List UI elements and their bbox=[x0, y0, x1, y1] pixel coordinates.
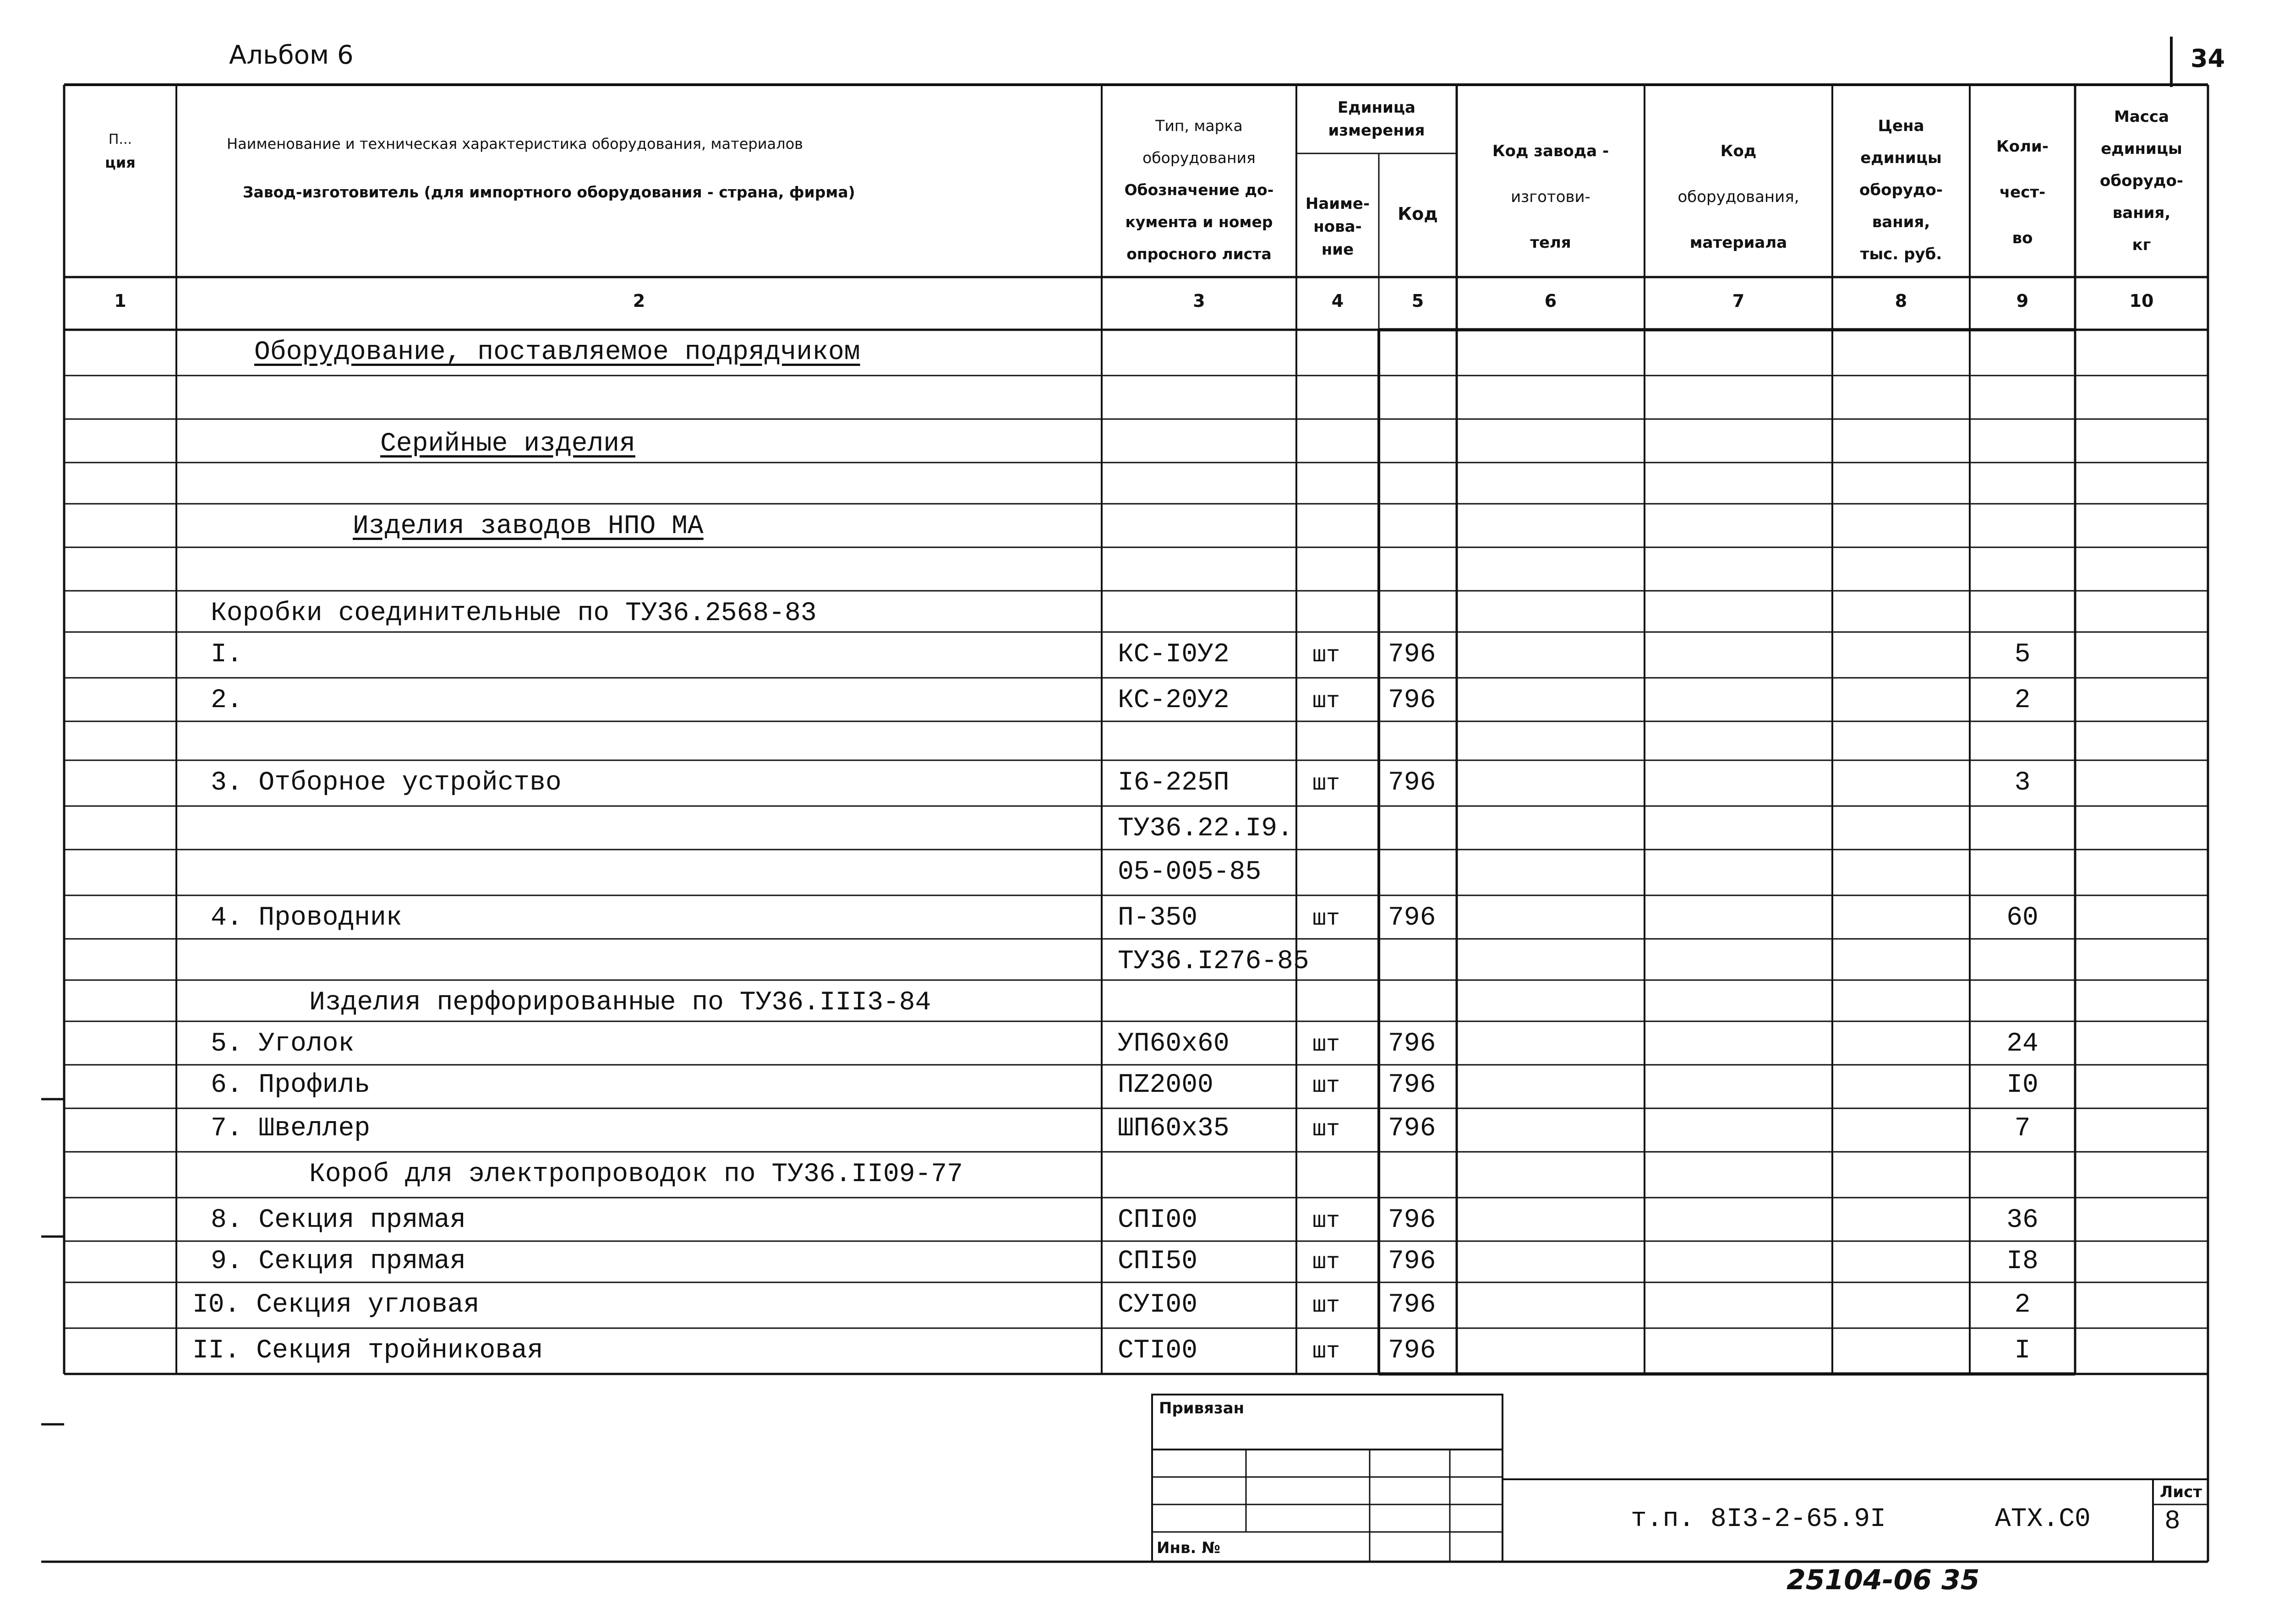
header-col6: Код завода - изготови- теля bbox=[1492, 142, 1609, 252]
row-name: 5. Уголок bbox=[211, 1029, 355, 1059]
col-number-2: 2 bbox=[633, 291, 645, 311]
row-unit: шт bbox=[1312, 1293, 1340, 1319]
row-code: 796 bbox=[1388, 1114, 1436, 1144]
header-col2-line2: Завод-изготовитель (для импортного оборудования - страна, фирма) bbox=[243, 183, 855, 201]
row-qty: 24 bbox=[2006, 1029, 2038, 1059]
row-unit: шт bbox=[1312, 1208, 1340, 1234]
row-name: 7. Швеллер bbox=[211, 1114, 371, 1144]
row-unit: шт bbox=[1312, 643, 1340, 669]
row-name: 3. Отборное устройство bbox=[211, 768, 562, 798]
page-number: 34 bbox=[2191, 44, 2225, 73]
stamp-bound-label: Привязан bbox=[1159, 1399, 1245, 1417]
row-type: ТУ36.22.I9. bbox=[1118, 814, 1293, 844]
header-col2-line1: Наименование и техническая характеристика оборудования, материалов bbox=[227, 135, 803, 153]
row-type: СПI50 bbox=[1118, 1247, 1198, 1276]
col-number-9: 9 bbox=[2016, 291, 2029, 311]
row-type: СУI00 bbox=[1118, 1290, 1198, 1320]
stamp-doc-code: т.п. 8I3-2-65.9I bbox=[1631, 1504, 1886, 1534]
row-qty: 7 bbox=[2014, 1114, 2031, 1144]
row-type: ТУ36.I276-85 bbox=[1118, 947, 1309, 976]
row-unit: шт bbox=[1312, 1339, 1340, 1365]
stamp-sheet-number: 8 bbox=[2164, 1507, 2180, 1537]
row-unit: шт bbox=[1312, 1117, 1340, 1143]
row-type: СПI00 bbox=[1118, 1205, 1198, 1235]
row-code: 796 bbox=[1388, 903, 1436, 933]
header-col4: Наиме- нова- ние bbox=[1305, 195, 1370, 259]
col-number-5: 5 bbox=[1411, 291, 1424, 311]
row-code: 796 bbox=[1388, 640, 1436, 670]
header-col7: Код оборудования, материала bbox=[1677, 142, 1799, 252]
row-name: Изделия перфорированные по ТУ36.III3-84 bbox=[309, 988, 931, 1018]
row-name: Серийные изделия bbox=[380, 429, 635, 459]
row-code: 796 bbox=[1388, 1205, 1436, 1235]
row-code: 796 bbox=[1388, 686, 1436, 715]
row-unit: шт bbox=[1312, 771, 1340, 797]
row-qty: 60 bbox=[2006, 903, 2038, 933]
col-number-3: 3 bbox=[1193, 291, 1205, 311]
row-unit: шт bbox=[1312, 688, 1340, 714]
row-qty: I8 bbox=[2006, 1247, 2038, 1276]
row-code: 796 bbox=[1388, 1070, 1436, 1100]
row-qty: 2 bbox=[2014, 686, 2031, 715]
row-name: 9. Секция прямая bbox=[211, 1247, 466, 1276]
row-code: 796 bbox=[1388, 768, 1436, 798]
album-label: Альбом 6 bbox=[229, 40, 354, 70]
row-name: 6. Профиль bbox=[211, 1070, 371, 1100]
header-col5: Код bbox=[1398, 204, 1438, 224]
header-col3: Тип, марка оборудования Обозначение до- кумента и номер опросного листа bbox=[1124, 117, 1274, 263]
row-name: II. Секция тройниковая bbox=[192, 1336, 543, 1366]
row-code: 796 bbox=[1388, 1247, 1436, 1276]
row-type: I6-225П bbox=[1118, 768, 1229, 798]
row-type: П-350 bbox=[1118, 903, 1198, 933]
stamp-inventory-label: Инв. № bbox=[1157, 1539, 1221, 1557]
row-name: Короб для электропроводок по ТУ36.II09-77 bbox=[309, 1160, 963, 1189]
row-qty: I0 bbox=[2006, 1070, 2038, 1100]
col-number-1: 1 bbox=[114, 291, 126, 311]
archive-number: 25104-06 35 bbox=[1787, 1564, 1980, 1596]
stamp-sheet-label: Лист bbox=[2160, 1483, 2202, 1501]
header-unit-group: Единица измерения bbox=[1328, 98, 1425, 140]
row-type: 05-005-85 bbox=[1118, 857, 1262, 887]
stamp-mark: АТХ.С0 bbox=[1995, 1504, 2091, 1534]
col-number-8: 8 bbox=[1895, 291, 1907, 311]
header-col8: Цена единицы оборудо- вания, тыс. руб. bbox=[1859, 117, 1943, 263]
row-type: СТI00 bbox=[1118, 1336, 1198, 1366]
row-name: 2. bbox=[211, 686, 243, 715]
row-unit: шт bbox=[1312, 1073, 1340, 1099]
header-col10: Масса единицы оборудо- вания, кг bbox=[2100, 108, 2183, 254]
row-name: 4. Проводник bbox=[211, 903, 402, 933]
row-qty: I bbox=[2014, 1336, 2031, 1366]
row-name: I0. Секция угловая bbox=[192, 1290, 480, 1320]
row-type: КС-20У2 bbox=[1118, 686, 1229, 715]
row-type: КС-I0У2 bbox=[1118, 640, 1229, 670]
header-col1: П... ция bbox=[105, 131, 136, 171]
row-name: 8. Секция прямая bbox=[211, 1205, 466, 1235]
row-name: Оборудование, поставляемое подрядчиком bbox=[254, 338, 860, 367]
header-col9: Коли- чест- во bbox=[1996, 137, 2049, 247]
col-number-6: 6 bbox=[1544, 291, 1557, 311]
row-qty: 5 bbox=[2014, 640, 2031, 670]
row-type: ШП60х35 bbox=[1118, 1114, 1229, 1144]
row-unit: шт bbox=[1312, 906, 1340, 932]
row-name: Изделия заводов НПО МА bbox=[353, 512, 704, 541]
col-number-10: 10 bbox=[2129, 291, 2154, 311]
col-number-4: 4 bbox=[1331, 291, 1344, 311]
row-code: 796 bbox=[1388, 1290, 1436, 1320]
col-number-7: 7 bbox=[1732, 291, 1745, 311]
row-unit: шт bbox=[1312, 1032, 1340, 1058]
row-qty: 2 bbox=[2014, 1290, 2031, 1320]
row-name: I. bbox=[211, 640, 243, 670]
row-qty: 36 bbox=[2006, 1205, 2038, 1235]
row-name: Коробки соединительные по ТУ36.2568-83 bbox=[211, 599, 817, 628]
row-code: 796 bbox=[1388, 1029, 1436, 1059]
row-type: ПZ2000 bbox=[1118, 1070, 1213, 1100]
row-unit: шт bbox=[1312, 1249, 1340, 1275]
row-code: 796 bbox=[1388, 1336, 1436, 1366]
row-type: УП60х60 bbox=[1118, 1029, 1229, 1059]
row-qty: 3 bbox=[2014, 768, 2031, 798]
